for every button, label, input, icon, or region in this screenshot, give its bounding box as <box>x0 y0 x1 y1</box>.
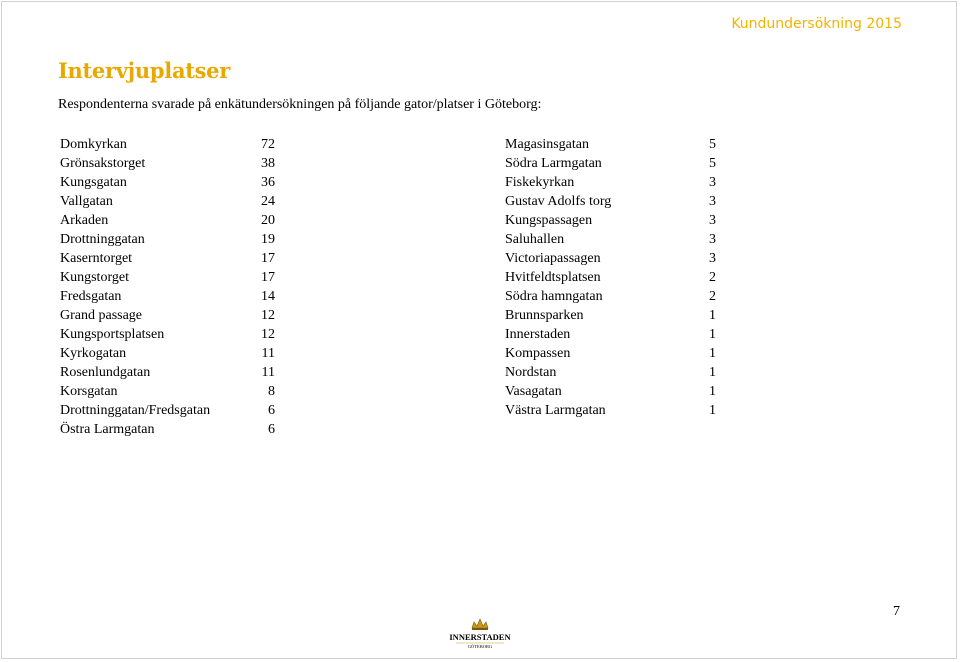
respondent-count: 24 <box>261 194 275 209</box>
table-row <box>505 345 716 364</box>
table-row <box>505 136 716 155</box>
table-row <box>505 250 716 269</box>
table-row <box>505 193 716 212</box>
respondent-count: 6 <box>268 422 275 437</box>
respondent-count: 1 <box>709 346 716 361</box>
location-name: Korsgatan <box>60 384 118 399</box>
respondent-count: 72 <box>261 137 275 152</box>
respondent-count: 1 <box>709 403 716 418</box>
location-name: Grönsakstorget <box>60 156 146 171</box>
table-row <box>505 307 716 326</box>
table-row <box>60 269 275 288</box>
respondent-count: 3 <box>709 251 716 266</box>
table-row <box>60 193 275 212</box>
respondent-count: 3 <box>709 175 716 190</box>
respondent-count: 20 <box>261 213 275 228</box>
table-row <box>60 231 275 250</box>
location-name: Fiskekyrkan <box>505 175 575 190</box>
table-row <box>505 326 716 345</box>
table-row <box>505 231 716 250</box>
locations-table-left <box>60 136 275 440</box>
respondent-count: 14 <box>261 289 275 304</box>
respondent-count: 17 <box>261 270 275 285</box>
table-row <box>60 307 275 326</box>
location-name: Domkyrkan <box>60 137 127 152</box>
location-name: Kungsportsplatsen <box>60 327 165 342</box>
table-row <box>60 212 275 231</box>
location-name: Östra Larmgatan <box>60 422 155 437</box>
respondent-count: 12 <box>261 327 275 342</box>
header-title: Kundundersökning 2015 <box>731 16 902 32</box>
location-name: Vallgatan <box>60 194 113 209</box>
table-row <box>505 364 716 383</box>
location-name: Södra hamngatan <box>505 289 603 304</box>
respondent-count: 11 <box>261 346 275 361</box>
respondent-count: 2 <box>709 270 716 285</box>
respondent-count: 3 <box>709 194 716 209</box>
respondent-count: 1 <box>709 308 716 323</box>
respondent-count: 12 <box>261 308 275 323</box>
table-row <box>505 383 716 402</box>
respondent-count: 17 <box>261 251 275 266</box>
table-row <box>60 345 275 364</box>
table-row <box>60 174 275 193</box>
location-name: Drottninggatan <box>60 232 145 247</box>
table-row <box>60 250 275 269</box>
respondent-count: 19 <box>261 232 275 247</box>
location-name: Fredsgatan <box>60 289 122 304</box>
respondent-count: 2 <box>709 289 716 304</box>
table-row <box>505 174 716 193</box>
respondent-count: 8 <box>268 384 275 399</box>
location-name: Magasinsgatan <box>505 137 589 152</box>
location-name: Kungspassagen <box>505 213 593 228</box>
page-number: 7 <box>893 604 900 619</box>
table-row <box>60 155 275 174</box>
logo-subtext: GÖTEBORG <box>467 644 493 649</box>
location-name: Saluhallen <box>505 232 565 247</box>
table-row <box>60 383 275 402</box>
table-row <box>60 136 275 155</box>
table-row <box>505 212 716 231</box>
respondent-count: 6 <box>268 403 275 418</box>
location-name: Victoriapassagen <box>505 251 601 266</box>
table-row <box>505 288 716 307</box>
respondent-count: 5 <box>709 137 716 152</box>
respondent-count: 36 <box>261 175 275 190</box>
respondent-count: 38 <box>261 156 275 171</box>
location-name: Kompassen <box>505 346 571 361</box>
location-name: Vasagatan <box>505 384 562 399</box>
respondent-count: 3 <box>709 232 716 247</box>
location-name: Innerstaden <box>505 327 571 342</box>
location-name: Kungstorget <box>60 270 129 285</box>
table-row <box>505 269 716 288</box>
location-name: Nordstan <box>505 365 557 380</box>
location-name: Västra Larmgatan <box>505 403 606 418</box>
respondent-count: 11 <box>261 365 275 380</box>
location-name: Grand passage <box>60 308 143 323</box>
table-row <box>60 402 275 421</box>
table-row <box>60 364 275 383</box>
table-row <box>60 421 275 440</box>
location-name: Gustav Adolfs torg <box>505 194 612 209</box>
innerstaden-logo <box>444 616 516 650</box>
location-name: Södra Larmgatan <box>505 156 602 171</box>
intro-text: Respondenterna svarade på enkätundersökningen på följande gator/platser i Göteborg: <box>58 97 542 112</box>
respondent-count: 1 <box>709 327 716 342</box>
location-name: Hvitfeldtsplatsen <box>505 270 601 285</box>
table-row <box>505 155 716 174</box>
respondent-count: 3 <box>709 213 716 228</box>
table-row <box>505 402 716 421</box>
crown-icon <box>472 619 488 630</box>
location-name: Kaserntorget <box>60 251 133 266</box>
location-name: Arkaden <box>60 213 109 228</box>
location-name: Kyrkogatan <box>60 346 127 361</box>
location-name: Drottninggatan/Fredsgatan <box>60 403 211 418</box>
location-name: Brunnsparken <box>505 308 584 323</box>
table-row <box>60 288 275 307</box>
respondent-count: 5 <box>709 156 716 171</box>
logo-text: INNERSTADEN <box>449 632 511 642</box>
respondent-count: 1 <box>709 384 716 399</box>
location-name: Kungsgatan <box>60 175 127 190</box>
respondent-count: 1 <box>709 365 716 380</box>
table-row <box>60 326 275 345</box>
locations-table-right <box>505 136 716 421</box>
location-name: Rosenlundgatan <box>60 365 151 380</box>
page-heading: Intervjuplatser <box>58 58 231 83</box>
